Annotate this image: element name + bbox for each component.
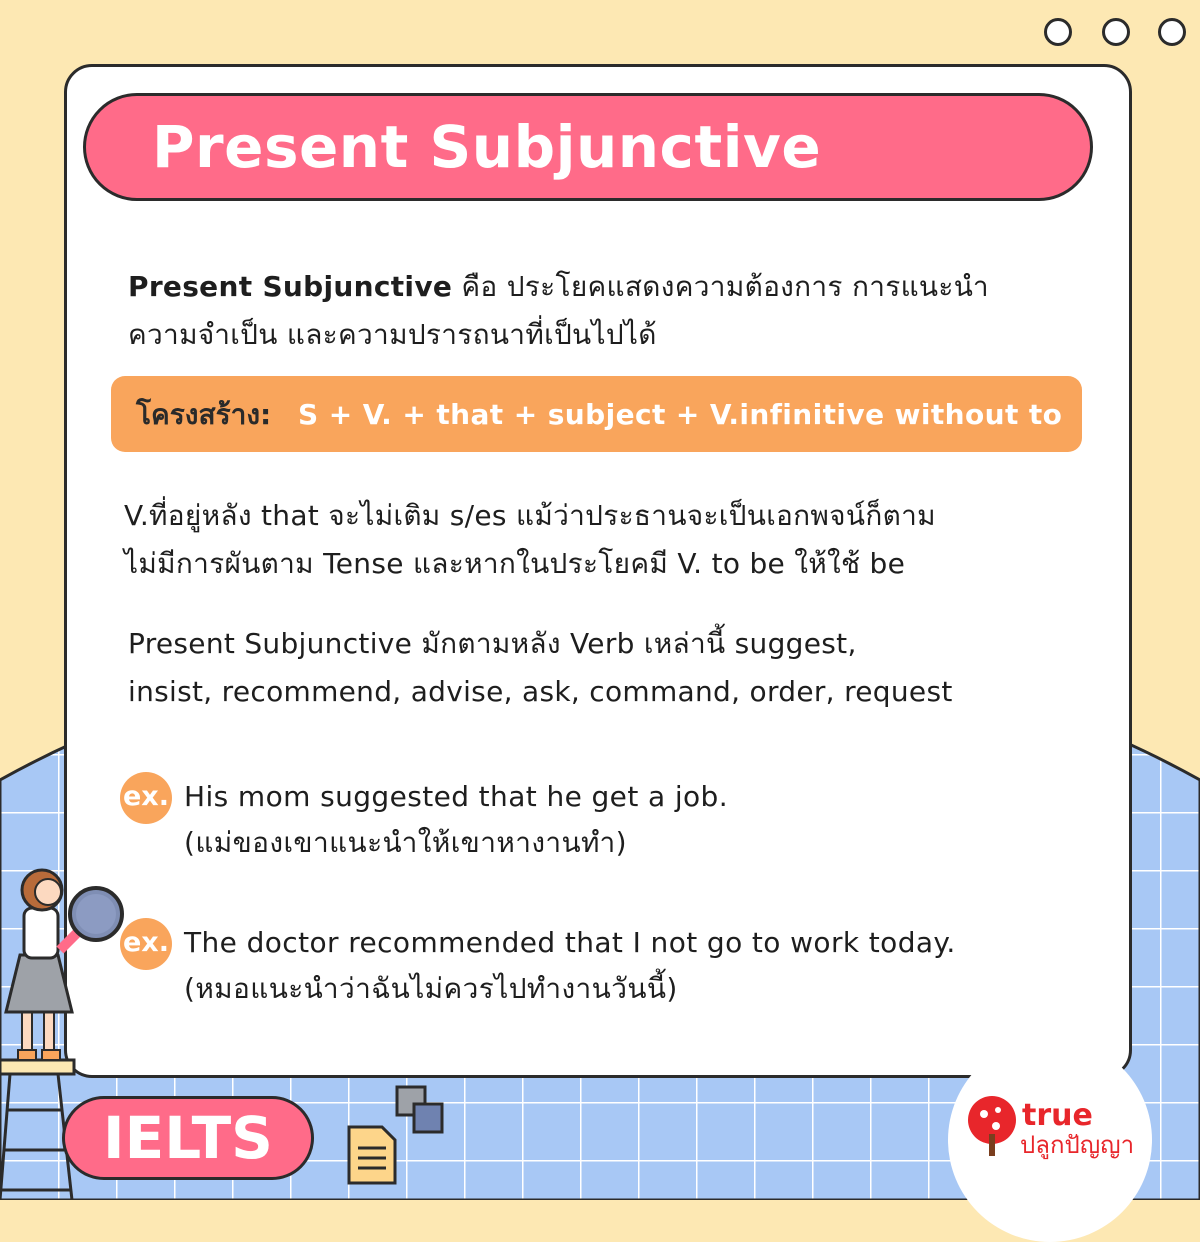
- example-translation: (หมอแนะนำว่าฉันไม่ควรไปทำงานวันนี้): [184, 972, 678, 1005]
- structure-formula: S + V. + that + subject + V.infinitive without to: [298, 398, 1063, 431]
- definition-line-1: [128, 263, 989, 311]
- rule-paragraph: [124, 492, 936, 588]
- ielts-badge-label: IELTS: [103, 1104, 273, 1172]
- example-badge-icon: ex.: [120, 772, 172, 824]
- verbs-line-2: insist, recommend, advise, ask, command, order, request: [128, 675, 953, 708]
- window-dot-icon: [1102, 18, 1130, 46]
- definition-term: Present Subjunctive: [128, 270, 453, 303]
- verbs-line-1: Present Subjunctive มักตามหลัง Verb เหล่านี้ suggest,: [128, 627, 857, 660]
- example-sentence: The doctor recommended that I not go to work today.: [184, 926, 956, 959]
- example-2: [184, 920, 956, 1012]
- logo-subtitle: ปลูกปัญญา: [1020, 1131, 1135, 1159]
- logo-brand: true: [1022, 1098, 1093, 1133]
- example-1: [184, 774, 728, 866]
- verbs-paragraph: [128, 620, 953, 716]
- window-dot-icon: [1044, 18, 1072, 46]
- definition-paragraph: [128, 263, 989, 359]
- window-dot-icon: [1158, 18, 1186, 46]
- tree-logo-icon: [966, 1094, 1018, 1158]
- example-sentence: His mom suggested that he get a job.: [184, 780, 729, 813]
- definition-line-2: ความจำเป็น และความปรารถนาที่เป็นไปได้: [128, 318, 657, 351]
- rule-line-1: V.ที่อยู่หลัง that จะไม่เติม s/es แม้ว่าประธานจะเป็นเอกพจน์ก็ตาม: [124, 499, 936, 532]
- example-badge-icon: ex.: [120, 918, 172, 970]
- document-icon: [346, 1124, 398, 1186]
- definition-text: คือ ประโยคแสดงความต้องการ การแนะนำ: [452, 270, 989, 303]
- example-translation: (แม่ของเขาแนะนำให้เขาหางานทำ): [184, 826, 627, 859]
- structure-label: โครงสร้าง:: [136, 398, 272, 431]
- page-title: Present Subjunctive: [152, 113, 822, 181]
- rule-line-2: ไม่มีการผันตาม Tense และหากในประโยคมี V. to be ให้ใช้ be: [124, 547, 906, 580]
- stacked-squares-icon: [394, 1084, 446, 1136]
